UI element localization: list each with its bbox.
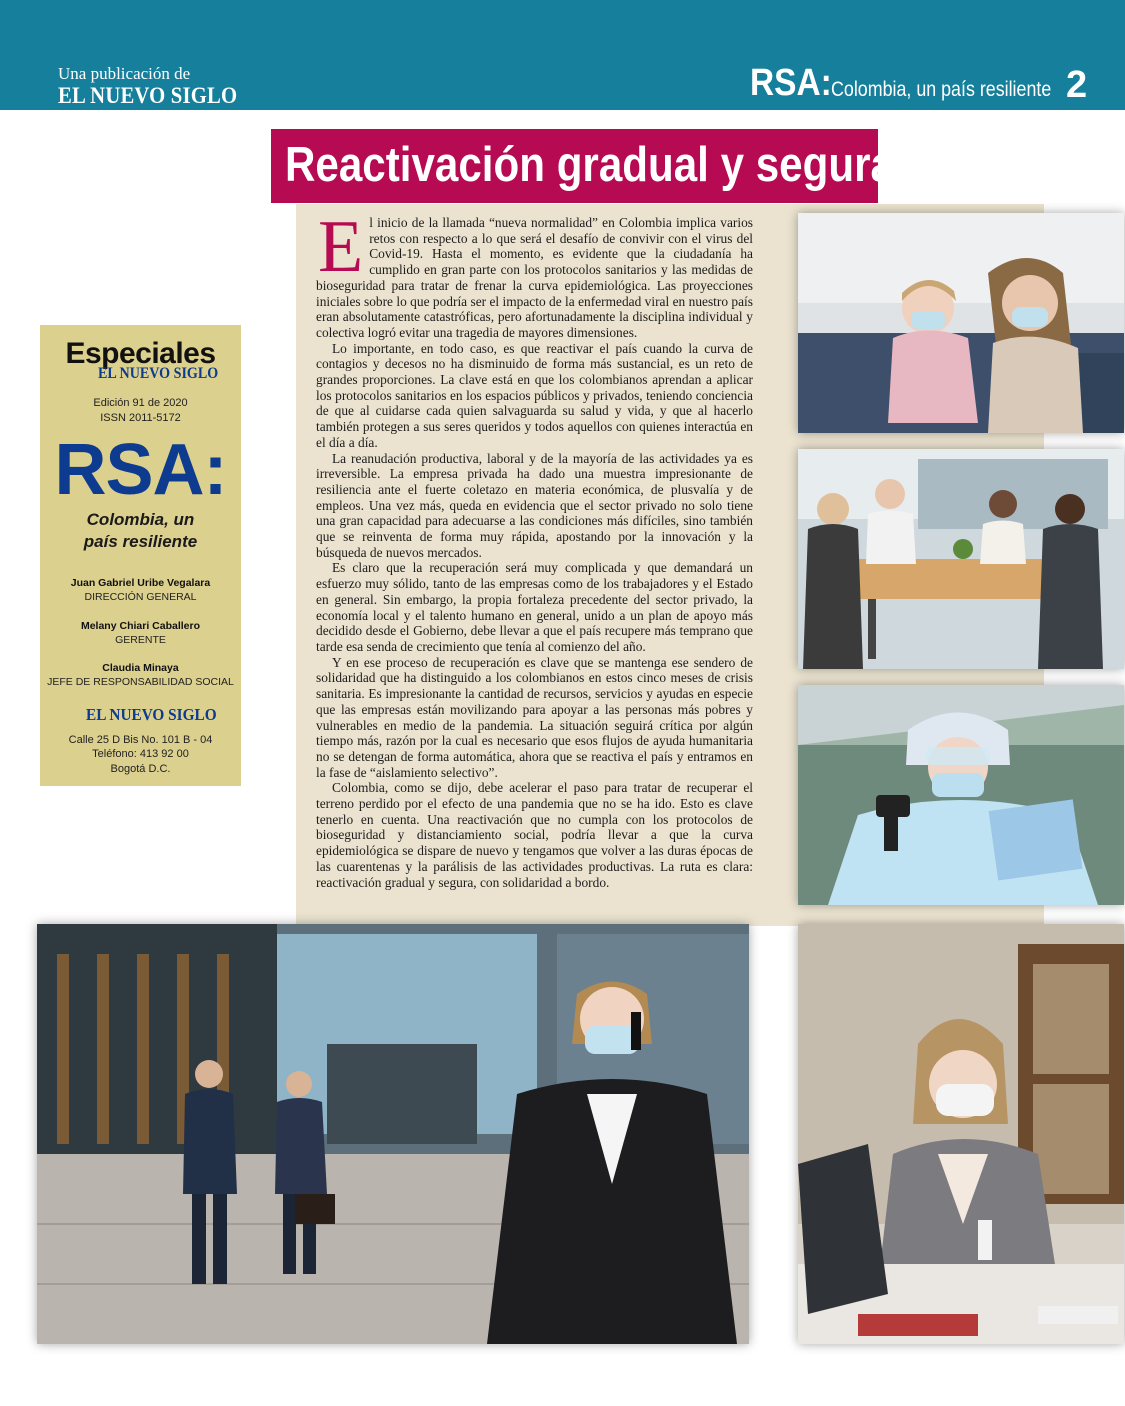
photo-mother-daughter-masks: [798, 213, 1124, 433]
publication-prefix: Una publicación de: [58, 64, 191, 83]
issn-text: ISSN 2011-5172: [100, 412, 181, 424]
article-paragraph: Colombia, como se dijo, debe acelerar el paso para tratar de recuperar el terreno perdido por el efecto de una pandemia que no se ha ido. Esto es clave tenerlo en cuenta. Una reactivación que no cumpla con los protocolos de bioseguridad y distanciamiento social, podría llevar a que la curva epidemiológica se dispare de nuevo y tengamos que volver a las duras épocas de las cuarentenas y la parálisis de las actividades productivas. La ruta es clara: reactivación gradual y segura, con solidaridad a bordo.: [316, 780, 753, 890]
phone-text: Teléfono: 413 92 00: [92, 748, 189, 760]
address-text: Calle 25 D Bis No. 101 B - 04: [68, 734, 213, 746]
tagline-line-1: Colombia, un: [86, 510, 195, 529]
article-paragraph: Lo importante, en todo caso, es que reactivar el país cuando la curva de contagios y decesos no ha disminuido de forma más sustancial, es un reto de grandes proporciones. La clave está en que los colombianos aprendan a aplicar los protocolos sanitarios en los espacios públicos y privados, teniendo conciencia de que al cuidarse cada quien salvaguarda su salud y vida, y que al hacerlo también protegen a sus seres queridos y todos aquellos con quienes interactúa en el día a día.: [316, 340, 753, 450]
article-title: Reactivación gradual y segura: [285, 138, 894, 192]
staff-role: GERENTE: [115, 634, 166, 646]
article-paragraph: La reanudación productiva, laboral y de la mayoría de las actividades ya es irreversible. La empresa privada ha dado una muestra impresionante de resiliencia ante el fuerte coletazo en materia económica, de plusvalía y de empleos. Una vez más, queda en evidencia que el sector privado no solo tiene una gran capacidad para adecuarse a las condiciones más difíciles, sino también que se reinventa de forma muy rápida, apostando por la innovación y la búsqueda de nuevos mercados.: [316, 450, 753, 560]
photo-woman-hand-sanitizer: [798, 924, 1124, 1344]
first-paragraph-text: l inicio de la llamada “nueva normalidad” en Colombia implica varios retos con respecto a lo que será el desafío de convivir con el virus del Covid-19. Hasta el momento, es evidente que la ciudadanía ha cumplido en gran parte con los protocolos sanitarios y las medidas de bioseguridad para tratar de frenar la curva epidemiológica. Las proyecciones iniciales sobre lo que podría ser el impacto de la enfermedad viral en nuestro país eran absolutamente catastróficas, pero afortunadamente la disciplina individual y colectiva logró evitar una tragedia de mayores dimensiones.: [316, 215, 753, 340]
staff-role: DIRECCIÓN GENERAL: [84, 591, 197, 603]
section-subtitle: Colombia, un país resiliente: [831, 78, 1052, 101]
credits-box: [40, 325, 241, 786]
page-number: 2: [1066, 64, 1088, 106]
section-code: RSA:: [750, 62, 832, 104]
photo-businesswoman-phone: [37, 924, 749, 1344]
drop-cap: E: [318, 206, 364, 288]
photo-health-worker-thermometer: [798, 685, 1124, 905]
staff-name: Juan Gabriel Uribe Vegalara: [70, 577, 211, 589]
staff-name: Claudia Minaya: [102, 662, 179, 674]
tagline-line-2: país resiliente: [83, 532, 198, 551]
article-paragraph: [316, 206, 753, 341]
staff-role: JEFE DE RESPONSABILIDAD SOCIAL: [47, 676, 234, 688]
article-paragraph: Y en ese proceso de recuperación es clave que se mantenga ese sendero de solidaridad que ha distinguido a los colombianos en estos cinco meses de crisis sanitaria. Es impresionante la cantidad de recursos, servicios y ayudas en especie que las empresas están movilizando para apoyar a las personas más pobres y vulnerables en medio de la pandemia. La situación seguirá crítica por algún tiempo más, razón por la cual es necesario que esos flujos de ayuda humanitaria no se detengan de forma automática, ahora que se reactiva el país y entramos en la fase de “aislamiento selectivo”.: [316, 654, 753, 780]
publication-brand: EL NUEVO SIGLO: [58, 83, 238, 108]
city-text: Bogotá D.C.: [110, 763, 171, 775]
photo-business-meeting: [798, 449, 1124, 669]
article-paragraph: Es claro que la recuperación será muy complicada y que demandará un esfuerzo muy sólido, tanto de las empresas como de los trabajadores y el Estado en general. Sin embargo, la propia fortaleza precedente del sector privado, la economía local y el talento humano en general, unido a un plan de apoyo más decidido desde el Gobierno, debe llevar a que el país recupere más temprano que tarde esa senda de crecimiento que tenía al comienzo del año.: [316, 560, 753, 654]
especiales-brand: EL NUEVO SIGLO: [98, 365, 219, 382]
rsa-logo-text: RSA:: [54, 430, 227, 510]
footer-brand: EL NUEVO SIGLO: [86, 705, 217, 724]
staff-name: Melany Chiari Caballero: [80, 620, 201, 632]
article-title-box: [271, 129, 894, 203]
article-body: [316, 206, 753, 890]
edition-text: Edición 91 de 2020: [93, 397, 188, 409]
especiales-title: Especiales: [65, 337, 216, 370]
